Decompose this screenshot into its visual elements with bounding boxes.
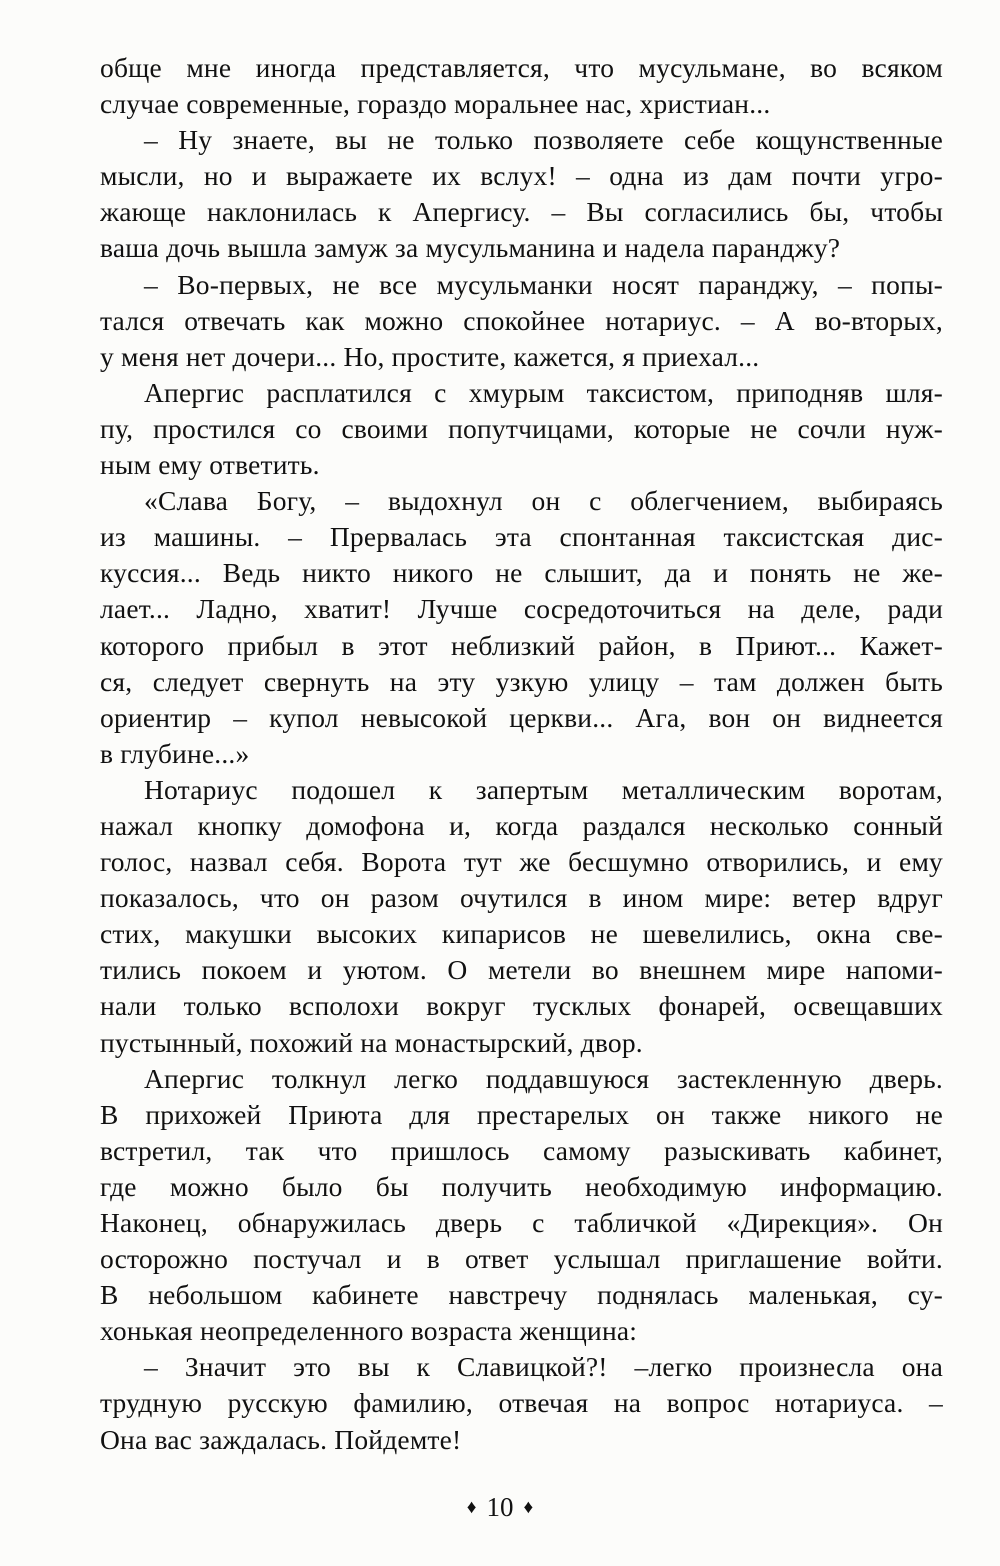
paragraph [100,1061,943,1350]
text-line: жающе наклонилась к Апергису. – Вы согласились бы, чтобы [100,196,943,228]
text-line: – Значит это вы к Славицкой?! –легко произнесла она [144,1351,943,1383]
text-line: хонькая неопределенного возраста женщина: [100,1315,638,1347]
footer-diamond-right-icon: ♦ [523,1497,534,1518]
text-line: нали только всполохи вокруг тусклых фонарей, освещавших [100,990,943,1022]
text-line: куссия... Ведь никто никого не слышит, да и понять не же- [100,557,943,589]
text-line: тался отвечать как можно спокойнее нотариус. – А во-вторых, [100,304,943,336]
text-line: В прихожей Приюта для престарелых он также никого не [100,1098,943,1130]
text-line: пустынный, похожий на монастырский, двор. [100,1026,643,1058]
text-line: ным ему ответить. [100,449,320,481]
text-line: – Ну знаете, вы не только позволяете себе кощунственные [144,124,943,156]
text-line: Она вас заждалась. Пойдемте! [100,1423,462,1455]
text-line: лает... Ладно, хватит! Лучше сосредоточиться на деле, ради [100,593,943,625]
text-line: «Слава Богу, – выдохнул он с облегчением, выбираясь [144,485,943,517]
text-line: голос, назвал себя. Ворота тут же бесшумно отворились, и ему [100,846,943,878]
text-line: случае современные, гораздо моральнее нас, христиан... [100,88,771,120]
text-line: Наконец, обнаружилась дверь с табличкой «Дирекция». Он [100,1207,943,1238]
text-line: – Во-первых, не все мусульманки носят паранджу, – попы- [144,268,943,300]
text-line: осторожно постучал и в ответ услышал приглашение войти. [100,1243,943,1275]
text-line: Нотариус подошел к запертым металлическим воротам, [144,773,943,805]
paragraph [100,1349,943,1457]
text-line: трудную русскую фамилию, отвечая на вопрос нотариуса. – [100,1387,943,1419]
text-line: в глубине...» [100,737,250,769]
text-line: Апергис расплатился с хмурым таксистом, приподняв шля- [144,376,943,408]
paragraph [100,375,943,483]
text-line: где можно было бы получить необходимую информацию. [100,1170,943,1202]
page-text [100,50,943,1458]
page-number: 10 [486,1492,514,1522]
page-footer [0,1492,1000,1523]
text-line: ваша дочь вышла замуж за мусульманина и надела паранджу? [100,232,841,264]
text-line: Апергис толкнул легко поддавшуюся застекленную дверь. [144,1062,943,1094]
text-line: из машины. – Прервалась эта спонтанная таксистская дис- [100,521,943,553]
text-line: нажал кнопку домофона и, когда раздался несколько сонный [100,809,943,841]
paragraph [100,267,943,375]
text-line: показалось, что он разом очутился в ином мире: ветер вдруг [100,882,943,914]
text-line: обще мне иногда представляется, что мусульмане, во всяком [100,52,943,83]
text-line: встретил, так что пришлось самому разыскивать кабинет, [100,1134,943,1166]
text-line: ориентир – купол невысокой церкви... Ага, вон он виднеется [100,701,943,733]
paragraph [100,122,943,266]
footer-diamond-left-icon: ♦ [466,1497,477,1518]
text-line: которого прибыл в этот неблизкий район, в Приют... Кажет- [100,629,943,661]
paragraph [100,772,943,1061]
text-line: мысли, но и выражаете их вслух! – одна из дам почти угро- [100,160,943,192]
paragraph [100,483,943,772]
text-line: ся, следует свернуть на эту узкую улицу – там должен быть [100,665,943,697]
text-line: В небольшом кабинете навстречу поднялась маленькая, су- [100,1279,943,1311]
text-line: стих, макушки высоких кипарисов не шевелились, окна све- [100,918,943,950]
text-line: пу, простился со своими попутчицами, которые не сочли нуж- [100,412,943,444]
text-line: тились покоем и уютом. О метели во внешнем мире напоми- [100,954,943,986]
paragraph [100,50,943,122]
text-line: у меня нет дочери... Но, простите, кажется, я приехал... [100,340,760,372]
